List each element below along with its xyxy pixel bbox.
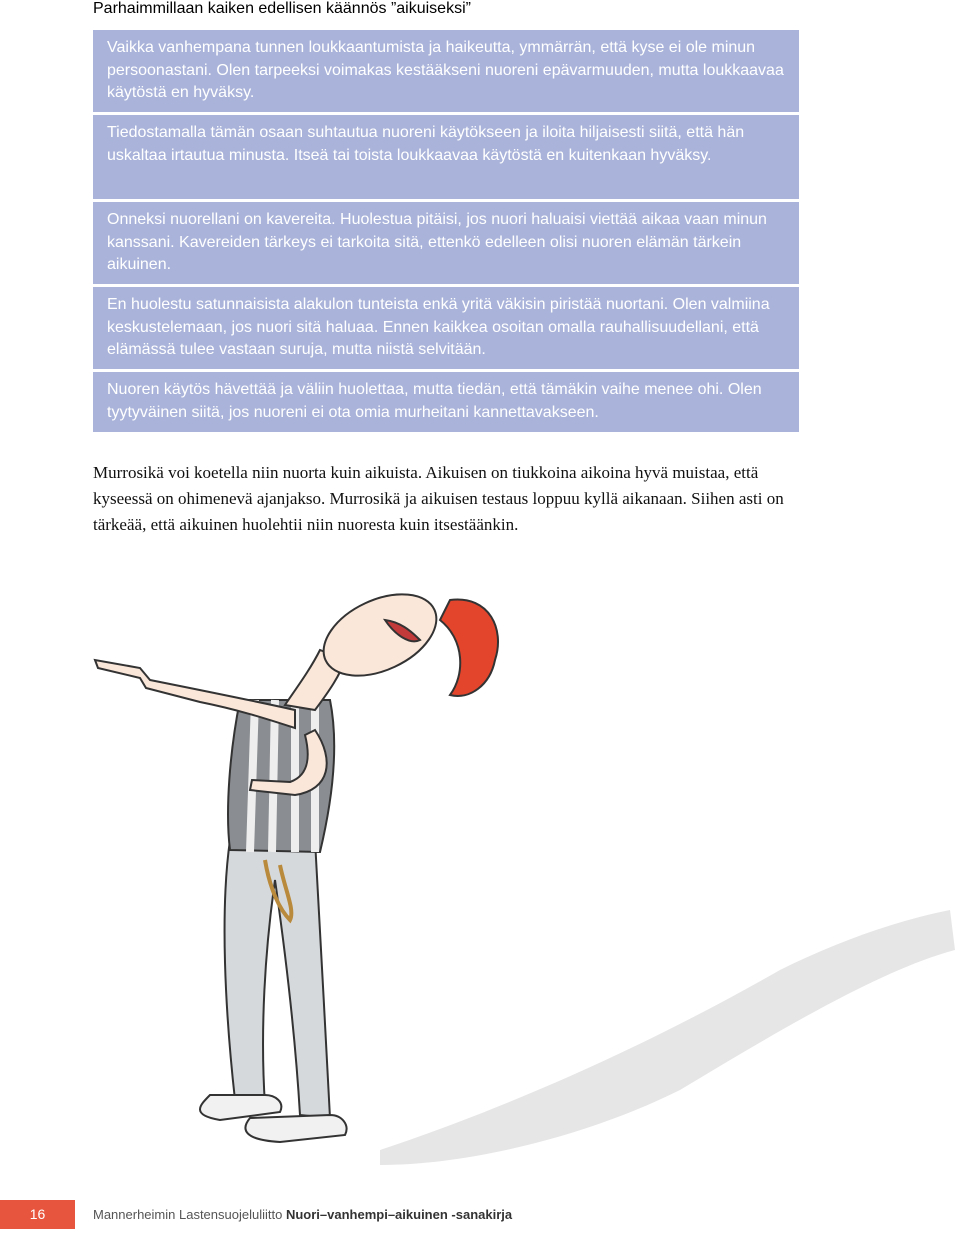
red-hair <box>440 600 498 696</box>
page-number: 16 <box>0 1200 75 1229</box>
statement-box-2 <box>93 115 799 199</box>
statement-box-1 <box>93 30 799 112</box>
footer-publisher: Mannerheimin Lastensuojeluliitto <box>93 1207 283 1222</box>
left-shoe <box>200 1095 281 1120</box>
legs <box>225 840 330 1118</box>
statement-text: Tiedostamalla tämän osaan suhtautua nuoreni käytökseen ja iloita hiljaisesti siitä, että hän uskaltaa irtautua minusta. Itseä tai toista loukkaavaa käytöstä en kuitenkaan hyväksy. <box>107 124 745 164</box>
footer-book-title: Nuori–vanhempi–aikuinen -sanakirja <box>285 1207 513 1222</box>
statement-box-5 <box>93 372 799 432</box>
statement-box-3 <box>93 202 799 284</box>
footer-credit <box>93 1207 512 1223</box>
laughing-teen-illustration <box>80 590 960 1170</box>
statement-text: Nuoren käytös hävettää ja väliin huolettaa, mutta tiedän, että tämäkin vaihe menee ohi. Olen tyytyväinen siitä, jos nuoreni ei ota omia murheitani kannettavakseen. <box>107 381 762 421</box>
figure-shadow <box>380 910 955 1165</box>
statement-box-4 <box>93 287 799 369</box>
section-heading: Parhaimmillaan kaiken edellisen käännös ”aikuiseksi” <box>93 0 471 17</box>
intro-paragraph: Murrosikä voi koetella niin nuorta kuin aikuista. Aikuisen on tiukkoina aikoina hyvä muistaa, että kyseessä on ohimenevä ajanjakso. Murrosikä ja aikuisen testaus loppuu kyllä aikanaan. Siihen asti on tärkeää, että aikuinen huolehtii niin nuoresta kuin itsestäänkin. <box>93 463 784 534</box>
pointing-arm <box>95 660 295 728</box>
statement-text: Onneksi nuorellani on kavereita. Huolestua pitäisi, jos nuori haluaisi viettää aikaa vaan minun kanssani. Kavereiden tärkeys ei tarkoita sitä, ettenkö edelleen olisi nuoren elämän tärkein aikuinen. <box>107 211 767 273</box>
statement-text: Vaikka vanhempana tunnen loukkaantumista ja haikeutta, ymmärrän, että kyse ei ole minun persoonastani. Olen tarpeeksi voimakas kestääkseni nuoreni epävarmuuden, mutta loukkaavaa käytöstä en hyväksy. <box>107 39 784 101</box>
statement-text: En huolestu satunnaisista alakulon tunteista enkä yritä väkisin piristää nuortani. Olen valmiina keskustelemaan, jos nuori sitä haluaa. Ennen kaikkea osoitan omalla rauhallisuudellani, että elämässä tulee vastaan suruja, mutta niistä selvitään. <box>107 296 770 358</box>
right-shoe <box>245 1115 346 1142</box>
